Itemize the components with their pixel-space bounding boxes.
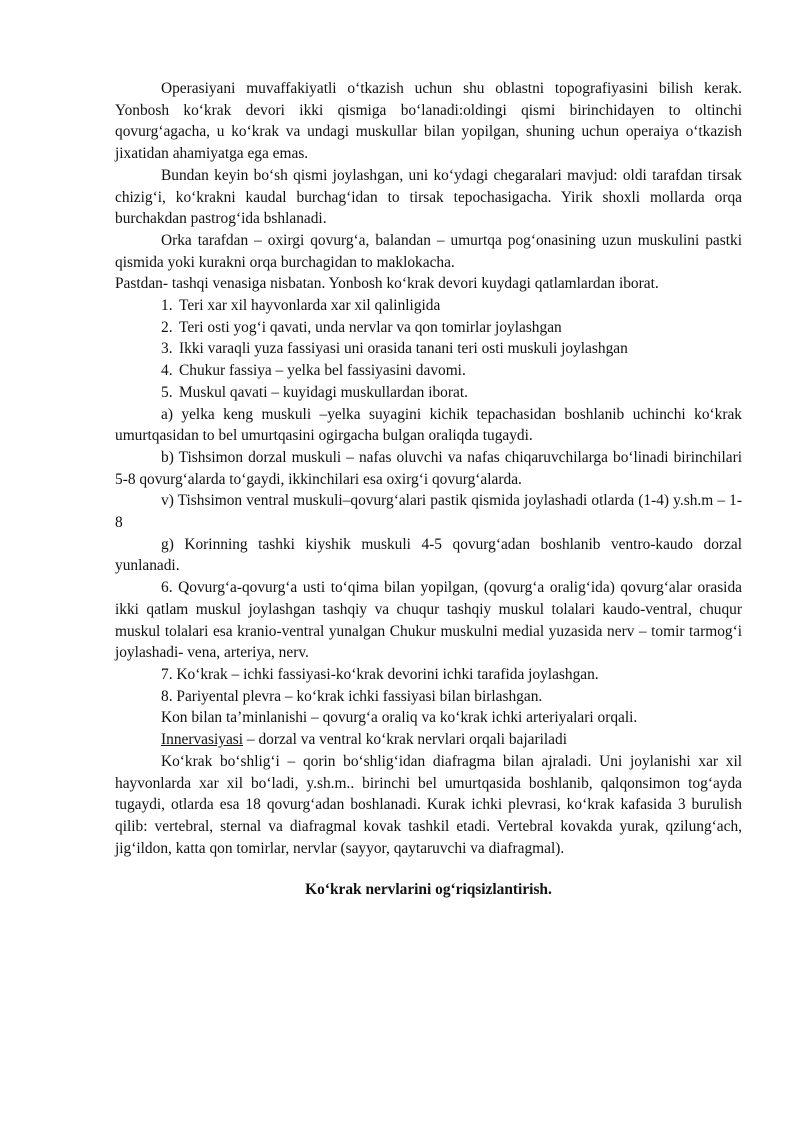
innervation-text: – dorzal va ventral ko‘krak nervlari orqali bajariladi [243,731,567,749]
section-title: Ko‘krak nervlarini og‘riqsizlantirish. [305,881,552,899]
muscle-b: b) Tishsimon dorzal muskuli – nafas oluvchi va nafas chiqaruvchilarga bo‘linadi birinchilari 5-8 qovurg‘alarda to‘gaydi, ikkinchilari esa oxirg‘i qovurg‘alarda. [115,448,742,488]
list-item [115,317,742,339]
paragraph-lower-border: Pastdan- tashqi venasiga nisbatan. Yonbosh ko‘krak devori kuydagi qatlamlardan iborat. [115,275,659,293]
list-text: Teri osti yog‘i qavati, unda nervlar va qon tomirlar joylashgan [179,318,562,336]
blood-supply: Kon bilan ta’minlanishi – qovurg‘a oraliq va ko‘krak ichki arteriyalari orqali. [161,709,638,727]
muscle-g: g) Korinning tashki kiyshik muskuli 4-5 qovurg‘adan boshlanib ventro-kaudo dorzal yunlanadi. [115,535,742,575]
innervation [115,729,742,751]
document-page [115,78,742,901]
muscle-v: v) Tishsimon ventral muskuli–qovurg‘alari pastik qismida joylashadi otlarda (1-4) y.sh.m – 1-8 [115,492,742,532]
list-item [115,382,742,404]
item-6: 6. Qovurg‘a-qovurg‘a usti to‘qima bilan yopilgan, (qovurg‘a oralig‘ida) qovurg‘alar orasida ikki qatlam muskul joylashgan tashqiy va chuqur tashqiy muskul tolalari kaudo-ventral, chuqur muskul tolalari esa kranio-ventral yunalgan Chukur muskulni medial yuzasida nerv – tomir tarmog‘i joylashadi- vena, arteriya, nerv. [115,579,742,662]
list-number: 1. [161,297,173,315]
list-text: Muskul qavati – kuyidagi muskullardan iborat. [179,383,468,401]
paragraph-rear-border: Orka tarafdan – oxirgi qovurg‘a, balandan – umurtqa pog‘onasining uzun muskulini pastki qismida yoki kurakni orqa burchagidan to maklokacha. [115,231,742,271]
paragraph-free-part: Bundan keyin bo‘sh qismi joylashgan, uni ko‘ydagi chegaralari mavjud: oldi tarafdan tirsak chizig‘i, ko‘krakni kaudal burchag‘idan to tirsak tepochasigacha. Yirik shoxli mollarda orqa burchakdan pastrog‘ida bshlanadi. [115,166,742,228]
list-item [115,295,742,317]
innervation-label: Innervasiyasi [161,731,244,749]
list-item [115,338,742,360]
paragraph-topography: Operasiyani muvaffakiyatli o‘tkazish uchun shu oblastni topografiyasini bilish kerak. Yonbosh ko‘krak devori ikki qismiga bo‘lanadi:oldingi qismi birinchidayen to oltinchi qovurg‘agacha, u ko‘krak va undagi muskullar bilan yopilgan, shuning uchun operaiya o‘tkazish jixatidan ahamiyatga ega emas. [115,80,742,163]
list-text: Ikki varaqli yuza fassiyasi uni orasida tanani teri osti muskuli joylashgan [179,340,628,358]
list-text: Teri xar xil hayvonlarda xar xil qalinligida [179,297,441,315]
list-number: 5. [161,383,173,401]
list-text: Chukur fassiya – yelka bel fassiyasini davomi. [179,362,466,380]
item-8: 8. Pariyental plevra – ko‘krak ichki fassiyasi bilan birlashgan. [161,687,543,705]
item-7: 7. Ko‘krak – ichki fassiyasi-ko‘krak devorini ichki tarafida joylashgan. [161,665,599,683]
list-number: 3. [161,340,173,358]
list-number: 4. [161,362,173,380]
layers-list [115,295,742,404]
muscle-a: a) yelka keng muskuli –yelka suyagini kichik tepachasidan boshlanib uchinchi ko‘krak umurtqasidan to bel umurtqasini ogirgacha bulgan oraliqda tugaydi. [115,405,742,445]
list-item [115,360,742,382]
list-number: 2. [161,318,173,336]
thoracic-cavity: Ko‘krak bo‘shlig‘i – qorin bo‘shlig‘idan diafragma bilan ajraladi. Uni joylanishi xar xil hayvonlarda xar xil bo‘ladi, y.sh.m.. birinchi bel umurtqasida boshlanib, qalqonsimon tog‘ayda tugaydi, otlarda esa 18 qovurg‘adan boshlanadi. Kurak ichki plevrasi, ko‘krak kafasida 3 burulish qilib: vertebral, sternal va diafragmal kovak tashkil etadi. Vertebral kovakda yurak, qzilung‘ach, jig‘ildon, katta qon tomirlar, nervlar (sayyor, qaytaruvchi va diafragmal). [115,752,742,857]
